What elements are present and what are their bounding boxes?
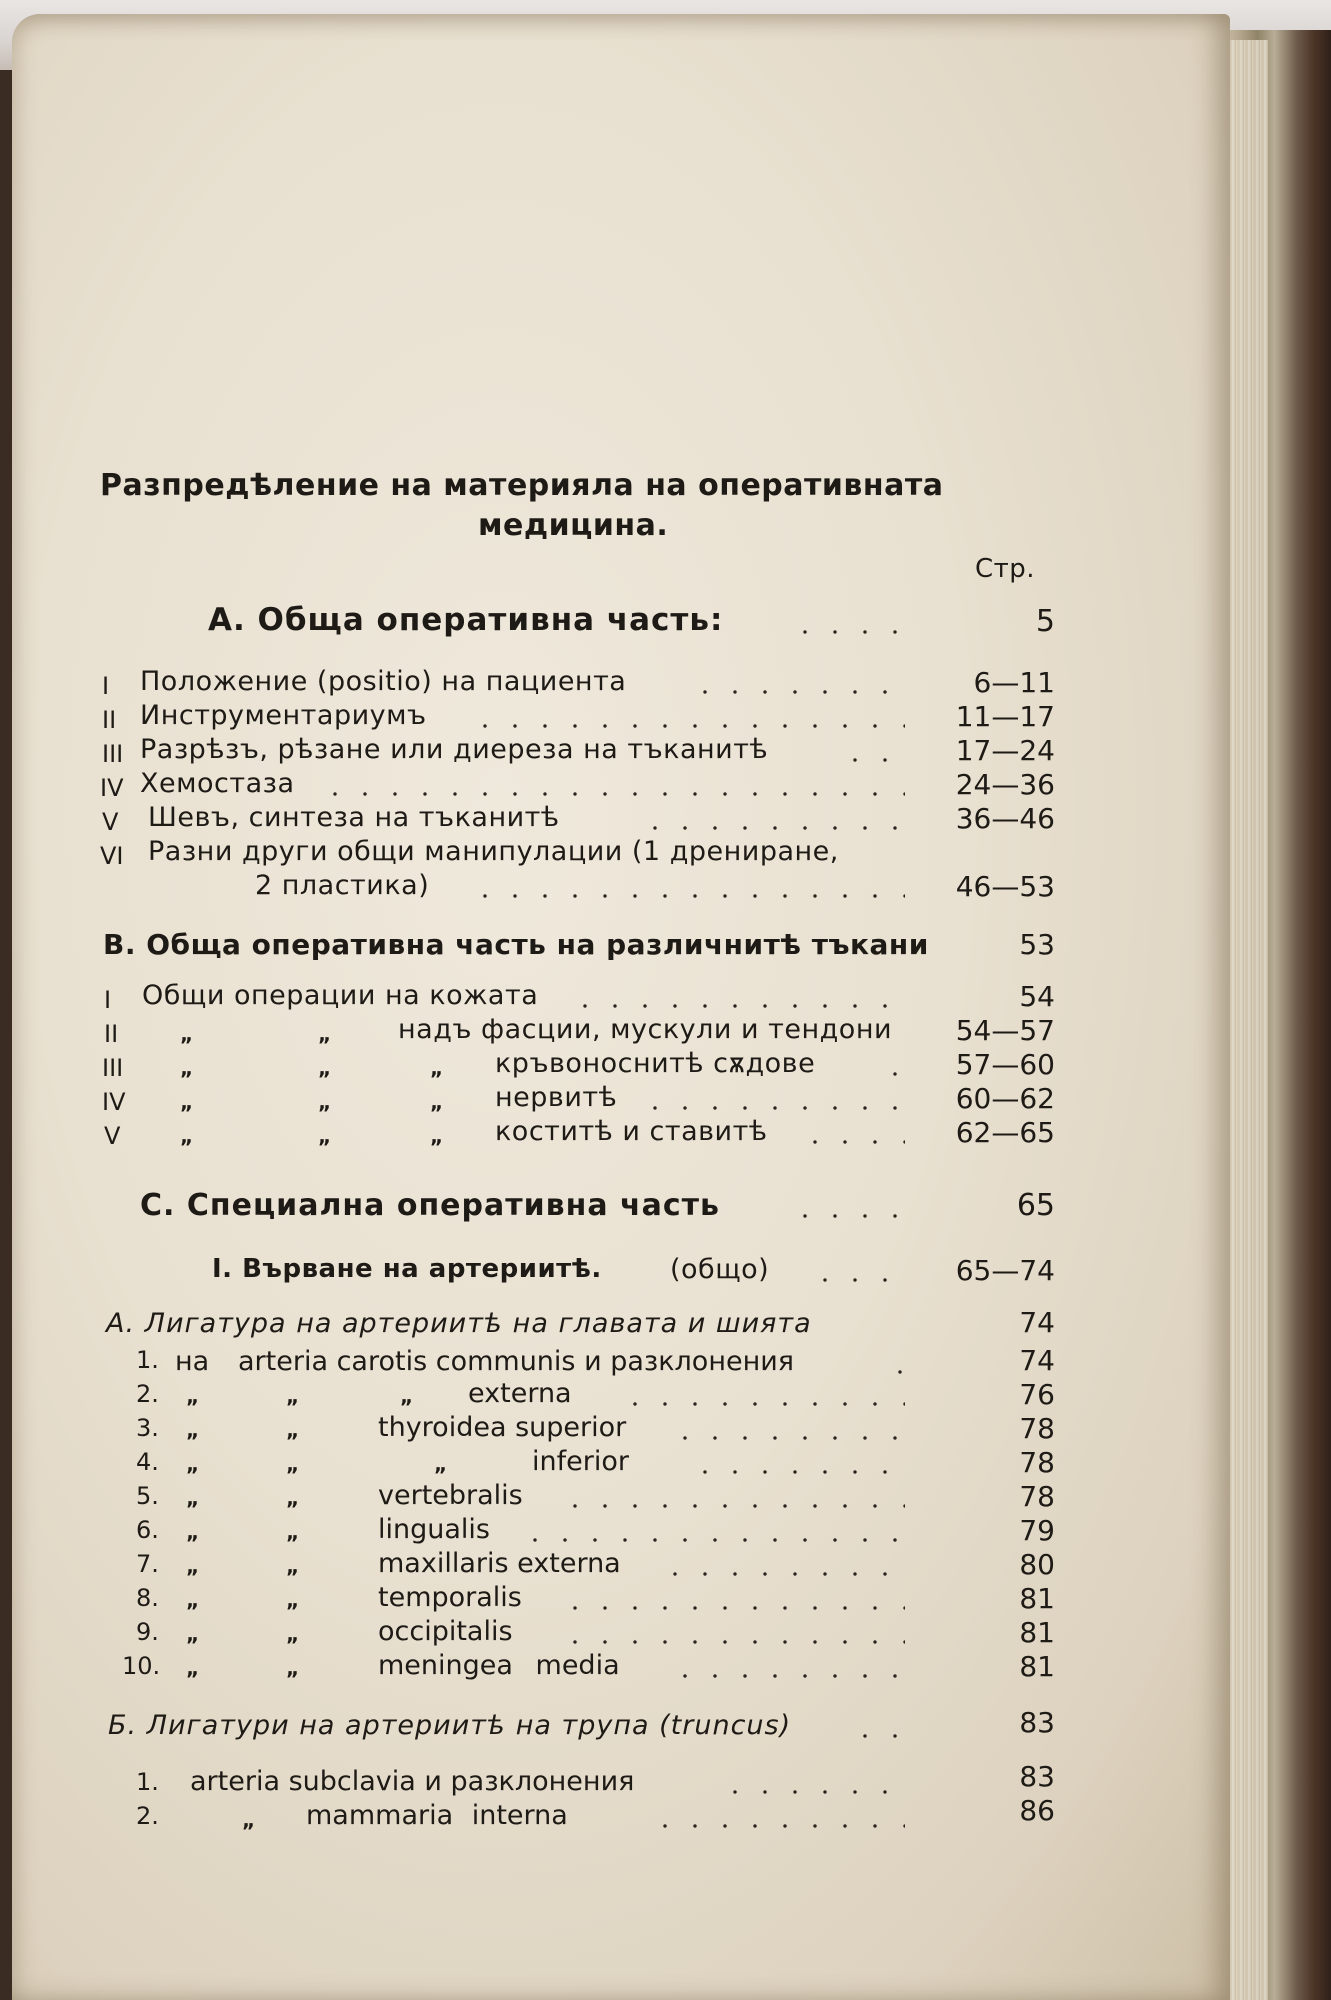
ditto-mark: „ [286,1486,300,1510]
ditto-mark: „ [186,1622,200,1646]
ditto-mark: „ [186,1418,200,1442]
part-a-roman-4: IV [100,774,124,802]
leader-dots [470,724,905,728]
part-b-item-4-page: 60—62 [955,1082,1055,1115]
ditto-mark: „ [286,1520,300,1544]
part-a-item-5-page: 36—46 [955,802,1055,835]
part-a-item-5: Шевъ, синтеза на тъканитѣ [148,802,560,833]
ditto-mark: „ [286,1554,300,1578]
leader-dots [570,1004,905,1008]
part-c-sub1-tail: (общо) [670,1254,770,1285]
group-a-item-3-page: 78 [1019,1412,1055,1445]
part-c-sub1-title: I. Върване на артериитѣ. [212,1254,602,1284]
leader-dots [470,894,905,898]
ditto-mark: „ [318,1124,332,1148]
part-c-page: 65 [1016,1188,1055,1223]
part-a-item-1: Положение (positio) на пациента [140,666,627,697]
group-a-item-10-num: 10. [122,1652,161,1680]
leader-dots [690,1470,905,1474]
leader-dots [790,630,910,634]
ditto-mark: „ [286,1588,300,1612]
part-b-item-3: кръвоноснитѣ сѫдове [495,1048,816,1079]
part-b-item-3-page: 57—60 [955,1048,1055,1081]
ditto-mark: „ [186,1452,200,1476]
ditto-mark: „ [242,1808,256,1832]
part-b-item-5-page: 62—65 [955,1116,1055,1149]
ditto-mark: „ [430,1056,444,1080]
leader-dots [320,792,905,796]
leader-dots [620,1402,905,1406]
part-c-title: С. Специална оперативна часть [140,1188,721,1223]
part-b-roman-3: III [102,1054,124,1082]
part-a-roman-6: VI [100,842,124,870]
group-a-item-5-page: 78 [1019,1480,1055,1513]
group-a-item-2-page: 76 [1019,1378,1055,1411]
part-a-item-6: Разни други общи манипулации (1 дрениране, [148,836,839,867]
leader-dots [800,1140,905,1144]
part-b-item-5: коститѣ и ставитѣ [495,1116,768,1147]
ditto-mark: „ [180,1124,194,1148]
ditto-mark: „ [286,1622,300,1646]
group-a-item-8: temporalis [378,1582,522,1613]
leader-dots [560,1606,905,1610]
leader-dots [640,826,905,830]
group-a-item-7-page: 80 [1019,1548,1055,1581]
group-a-item-8-num: 8. [136,1584,159,1612]
ditto-mark: „ [186,1486,200,1510]
group-b-title: Б. Лигатури на артериитѣ на трупа (truncus) [108,1710,792,1741]
part-a-roman-5: V [102,808,119,836]
group-b-item-1-page: 83 [1019,1760,1055,1793]
leader-dots [640,1106,905,1110]
part-b-item-2: надъ фасции, мускули и тендони [398,1014,893,1045]
part-a-item-3-page: 17—24 [955,734,1055,767]
group-b-item-2: mammaria interna [306,1800,568,1831]
group-a-item-4-page: 78 [1019,1446,1055,1479]
leader-dots [650,1824,905,1828]
group-a-item-5: vertebralis [378,1480,523,1511]
group-a-item-9: occipitalis [378,1616,513,1647]
group-a-item-7-num: 7. [136,1550,159,1578]
part-a-item-4: Хемостаза [140,768,295,799]
leader-dots [560,1504,905,1508]
part-b-item-1-page: 54 [1019,980,1055,1013]
part-a-item-4-page: 24—36 [955,768,1055,801]
group-a-item-8-page: 81 [1019,1582,1055,1615]
group-a-item-6-num: 6. [136,1516,159,1544]
group-a-item-2-num: 2. [136,1380,159,1408]
leader-dots [670,1436,905,1440]
group-a-item-3-num: 3. [136,1414,159,1442]
group-b-item-2-num: 2. [136,1802,159,1830]
part-b-item-2-page: 54—57 [955,1014,1055,1047]
part-a-item-3: Разрѣзъ, рѣзане или диереза на тъканитѣ [140,734,769,765]
part-c-sub1-page: 65—74 [955,1254,1055,1287]
group-a-item-7: maxillaris externa [378,1548,621,1579]
group-a-item-10: meningea media [378,1650,620,1681]
group-a-item-3: thyroidea superior [378,1412,627,1443]
group-a-item-1-pre: на [175,1346,210,1377]
ditto-mark: „ [286,1384,300,1408]
part-a-page: 5 [1035,604,1055,639]
ditto-mark: „ [186,1656,200,1680]
part-a-item-1-page: 6—11 [973,666,1055,699]
group-a-item-1: arteria carotis communis и разклонения [238,1346,795,1377]
group-b-page: 83 [1019,1706,1055,1739]
ditto-mark: „ [186,1588,200,1612]
group-b-item-1-num: 1. [136,1768,159,1796]
part-b-item-1: Общи операции на кожата [142,980,539,1011]
group-a-item-10-page: 81 [1019,1650,1055,1683]
group-a-item-9-page: 81 [1019,1616,1055,1649]
ditto-mark: „ [180,1022,194,1046]
part-a-roman-3: III [102,740,124,768]
ditto-mark: „ [286,1418,300,1442]
ditto-mark: „ [430,1124,444,1148]
part-b-roman-5: V [104,1122,121,1150]
part-a-item-6-page: 46—53 [955,870,1055,903]
group-a-item-1-num: 1. [136,1346,159,1374]
part-a-roman-2: II [102,706,117,734]
ditto-mark: „ [318,1056,332,1080]
leader-dots [720,1790,905,1794]
group-b-item-2-page: 86 [1019,1794,1055,1827]
leader-dots [660,1572,905,1576]
ditto-mark: „ [318,1022,332,1046]
part-b-item-4: нервитѣ [495,1082,618,1113]
part-a-item-6-cont: 2 пластика) [255,870,430,901]
part-a-title: А. Обща оперативна часть: [208,602,724,638]
leader-dots [790,1214,905,1218]
group-a-item-5-num: 5. [136,1482,159,1510]
ditto-mark: „ [186,1520,200,1544]
ditto-mark: „ [434,1452,448,1476]
group-a-item-2: externa [468,1378,572,1409]
group-a-item-1-page: 74 [1019,1344,1055,1377]
part-b-title: В. Обща оперативна часть на различнитѣ тъкани [103,928,929,961]
ditto-mark: „ [318,1090,332,1114]
ditto-mark: „ [430,1090,444,1114]
page-column-header: Стр. [975,554,1036,584]
group-a-item-9-num: 9. [136,1618,159,1646]
page-title-line1: Разпредѣление на материяла на оперативната [100,468,944,503]
ditto-mark: „ [286,1452,300,1476]
group-a-item-4: inferior [532,1446,629,1477]
ditto-mark: „ [286,1656,300,1680]
leader-dots [810,1278,905,1282]
leader-dots [520,1538,905,1542]
leader-dots [560,1640,905,1644]
part-b-roman-2: II [104,1020,119,1048]
part-b-roman-1: I [104,986,112,1014]
ditto-mark: „ [180,1056,194,1080]
leader-dots [670,1674,905,1678]
ditto-mark: „ [180,1090,194,1114]
page-title-line2: медицина. [478,508,669,543]
part-b-page: 53 [1019,928,1055,961]
ditto-mark: „ [400,1384,414,1408]
group-a-item-6-page: 79 [1019,1514,1055,1547]
group-a-item-4-num: 4. [136,1448,159,1476]
ditto-mark: „ [186,1554,200,1578]
group-a-page: 74 [1019,1306,1055,1339]
group-b-item-1: arteria subclavia и разклонения [190,1766,635,1797]
part-a-item-2-page: 11—17 [955,700,1055,733]
part-a-item-2: Инструментариумъ [140,700,427,731]
group-a-title: А. Лигатура на артериитѣ на главата и шията [106,1308,812,1339]
leader-dots [690,690,905,694]
part-a-roman-1: I [102,672,110,700]
group-a-item-6: lingualis [378,1514,490,1545]
part-b-roman-4: IV [102,1088,126,1116]
ditto-mark: „ [186,1384,200,1408]
